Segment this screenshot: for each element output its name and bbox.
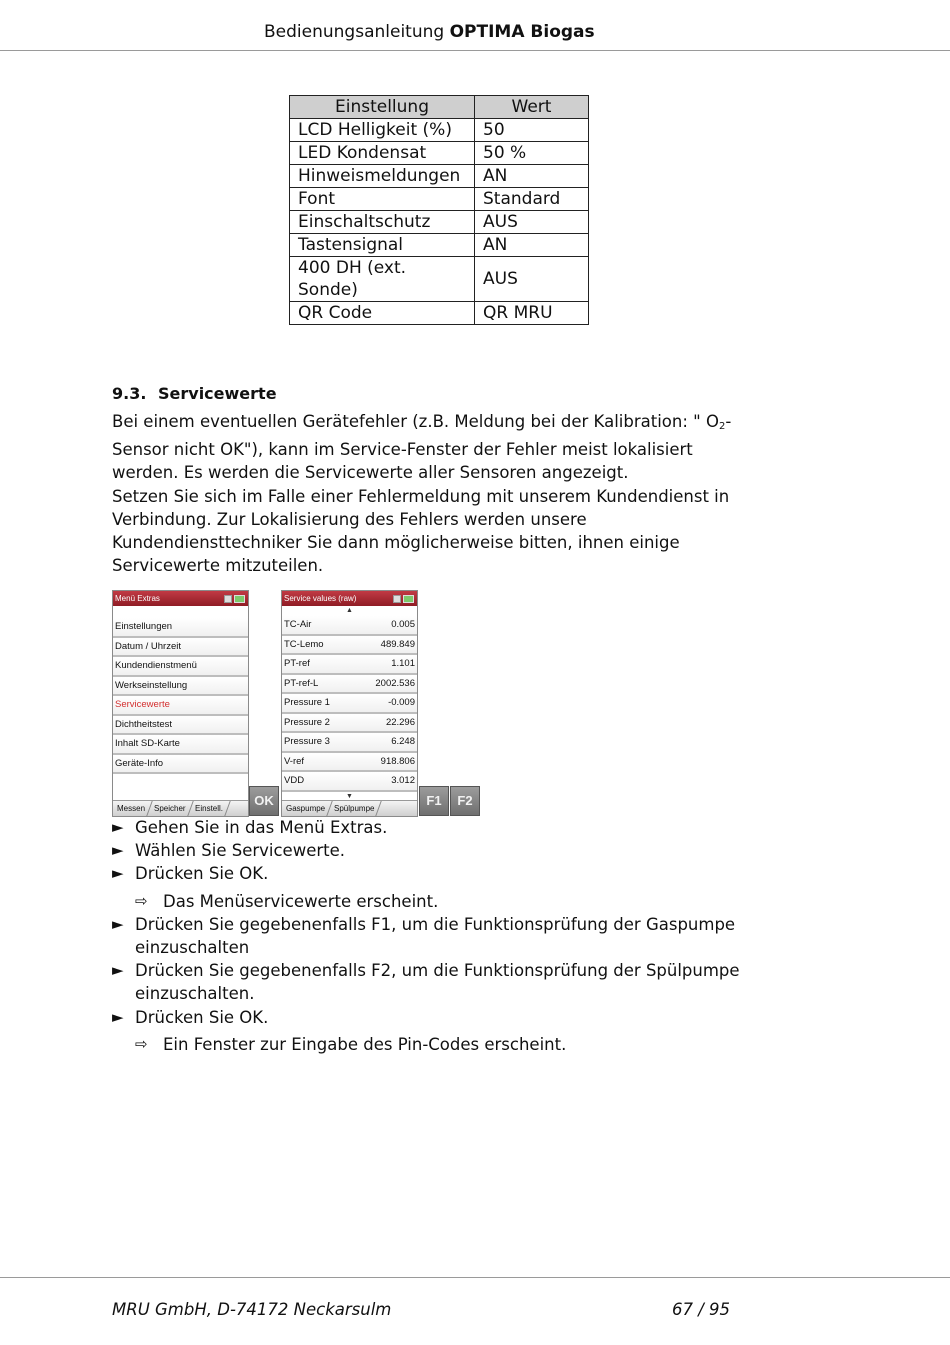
table-row xyxy=(290,119,589,142)
service-value-row xyxy=(282,616,417,636)
step-text: Drücken Sie OK. xyxy=(135,864,269,884)
menu-item[interactable]: Inhalt SD-Karte xyxy=(113,735,248,755)
col-header-setting: Einstellung xyxy=(290,96,475,119)
service-value-label: Pressure 2 xyxy=(284,716,330,728)
menu-item[interactable]: Dichtheitstest xyxy=(113,716,248,736)
service-value-label: TC-Air xyxy=(284,619,312,630)
softkey[interactable]: Spülpumpe xyxy=(327,801,382,816)
step-text: Drücken Sie gegebenenfalls F1, um die Funktionsprüfung der Gaspumpe einzuschalten xyxy=(135,914,736,958)
setting-name: QR Code xyxy=(290,302,475,325)
step-text: Drücken Sie gegebenenfalls F2, um die Funktionsprüfung der Spülpumpe einzuschalten. xyxy=(135,961,740,1004)
menu-item[interactable]: Werkseinstellung xyxy=(113,677,248,697)
battery-icon xyxy=(234,595,245,603)
page-footer xyxy=(0,1277,950,1345)
setting-name: Tastensignal xyxy=(290,234,475,257)
table-header-row xyxy=(290,96,589,119)
setting-value: AUS xyxy=(475,257,589,302)
screen-title-bar xyxy=(113,591,248,606)
header-product: OPTIMA Biogas xyxy=(449,22,595,42)
step-item xyxy=(112,959,752,1005)
service-value-label: PT-ref xyxy=(284,658,310,669)
service-value-row xyxy=(282,675,417,695)
footer-page-number: 67 / 95 xyxy=(672,1300,731,1319)
table-row xyxy=(290,211,589,234)
setting-value: AUS xyxy=(475,211,589,234)
page-header xyxy=(0,0,950,51)
instruction-steps xyxy=(112,816,752,1056)
table-row xyxy=(290,188,589,211)
screen-menu-extras xyxy=(112,590,249,817)
setting-name: 400 DH (ext. Sonde) xyxy=(290,257,475,302)
section-title: Servicewerte xyxy=(158,384,277,403)
section-number: 9.3. xyxy=(112,384,147,403)
service-value-number: 6.248 xyxy=(391,736,415,747)
result-arrow-icon: ⇨ xyxy=(135,891,148,910)
service-value-number: 489.849 xyxy=(380,638,415,650)
table-row xyxy=(290,302,589,325)
service-value-number: 1.101 xyxy=(391,658,415,669)
softkey[interactable]: Gaspumpe xyxy=(281,801,333,816)
service-value-number: 918.806 xyxy=(380,755,415,767)
service-value-row xyxy=(282,714,417,734)
service-value-label: Pressure 1 xyxy=(284,697,330,708)
menu-item[interactable]: Servicewerte xyxy=(113,696,248,716)
f1-key[interactable]: F1 xyxy=(419,786,449,816)
service-value-label: V-ref xyxy=(284,755,305,767)
step-item xyxy=(112,1006,752,1029)
step-triangle-icon: ► xyxy=(112,841,124,860)
header-title: Bedienungsanleitung OPTIMA Biogas xyxy=(264,22,595,42)
paragraph-2: Setzen Sie sich im Falle einer Fehlermeldung mit unserem Kundendienst in Verbindung. Zur Lokalisierung des Fehlers werden unsere Kundendiensttechniker Sie dann möglicherweise bitten, ihnen einige Servicewerte mitzuteilen. xyxy=(112,486,730,576)
result-item xyxy=(135,1033,752,1056)
menu-list xyxy=(113,618,248,774)
softkey[interactable]: Messen xyxy=(112,801,153,816)
service-value-row xyxy=(282,694,417,714)
scroll-up-icon[interactable]: ▲ xyxy=(346,607,353,614)
screen-title-bar xyxy=(282,591,417,606)
table-row xyxy=(290,234,589,257)
step-triangle-icon: ► xyxy=(112,1007,124,1026)
setting-name: LED Kondensat xyxy=(290,142,475,165)
step-triangle-icon: ► xyxy=(112,914,124,933)
service-value-label: PT-ref-L xyxy=(284,677,319,689)
step-text: Das Menüservicewerte erscheint. xyxy=(163,891,439,911)
screen-title: Menü Extras xyxy=(115,594,160,603)
service-value-number: 3.012 xyxy=(391,775,415,786)
table-row xyxy=(290,142,589,165)
section-heading xyxy=(112,384,277,403)
service-value-number: 0.005 xyxy=(391,619,415,630)
step-triangle-icon: ► xyxy=(112,864,124,883)
table-row xyxy=(290,257,589,302)
softkey[interactable]: Speicher xyxy=(147,801,193,816)
col-header-value: Wert xyxy=(475,96,589,119)
step-item xyxy=(112,862,752,885)
setting-name: Einschaltschutz xyxy=(290,211,475,234)
menu-item[interactable]: Einstellungen xyxy=(113,618,248,638)
paragraph-1: Bei einem eventuellen Gerätefehler (z.B. Meldung bei der Kalibration: " $O_2$-Sensor nicht OK"), kann im Service-Fenster der Fehler meist lokalisiert werden. Es werden die Servicewerte aller Sensoren angezeigt. xyxy=(112,412,732,483)
menu-item[interactable]: Geräte-Info xyxy=(113,755,248,775)
setting-name: Hinweismeldungen xyxy=(290,165,475,188)
service-value-row xyxy=(282,636,417,656)
setting-value: AN xyxy=(475,165,589,188)
service-value-number: 22.296 xyxy=(385,716,415,728)
menu-item[interactable]: Kundendienstmenü xyxy=(113,657,248,677)
result-arrow-icon: ⇨ xyxy=(135,1034,148,1053)
ok-key[interactable]: OK xyxy=(249,786,279,816)
step-text: Drücken Sie OK. xyxy=(135,1007,269,1027)
step-item xyxy=(112,839,752,862)
service-value-label: TC-Lemo xyxy=(284,638,324,650)
service-value-number: -0.009 xyxy=(388,697,415,708)
scroll-down-icon[interactable]: ▼ xyxy=(346,792,353,800)
screen-service-values xyxy=(281,590,418,817)
setting-value: Standard xyxy=(475,188,589,211)
service-value-row xyxy=(282,753,417,773)
step-item xyxy=(112,816,752,839)
step-text: Wählen Sie Servicewerte. xyxy=(135,841,345,861)
screen-title: Service values (raw) xyxy=(284,594,357,603)
service-value-row xyxy=(282,772,417,792)
step-triangle-icon: ► xyxy=(112,961,124,980)
battery-icon xyxy=(403,595,414,603)
setting-name: LCD Helligkeit (%) xyxy=(290,119,475,142)
footer-company: MRU GmbH, D-74172 Neckarsulm xyxy=(112,1300,392,1319)
softkey-bar xyxy=(282,800,417,816)
setting-name: Font xyxy=(290,188,475,211)
settings-table xyxy=(289,95,589,325)
service-value-row xyxy=(282,655,417,675)
setting-value: 50 xyxy=(475,119,589,142)
softkey[interactable]: Einstell. xyxy=(188,801,230,816)
setting-value: 50 % xyxy=(475,142,589,165)
section-body xyxy=(112,410,732,577)
setting-value: AN xyxy=(475,234,589,257)
step-text: Gehen Sie in das Menü Extras. xyxy=(135,818,388,837)
service-value-label: VDD xyxy=(284,775,305,786)
setting-value: QR MRU xyxy=(475,302,589,325)
service-values-list xyxy=(282,616,417,792)
service-value-number: 2002.536 xyxy=(375,677,415,689)
softkey-bar xyxy=(113,800,248,816)
result-item xyxy=(135,890,752,913)
step-text: Ein Fenster zur Eingabe des Pin-Codes erscheint. xyxy=(163,1034,567,1054)
sd-card-icon xyxy=(393,595,401,603)
service-value-row xyxy=(282,733,417,753)
step-item xyxy=(112,913,752,959)
service-value-label: Pressure 3 xyxy=(284,736,330,747)
table-row xyxy=(290,165,589,188)
f2-key[interactable]: F2 xyxy=(450,786,480,816)
sd-card-icon xyxy=(224,595,232,603)
menu-item[interactable]: Datum / Uhrzeit xyxy=(113,638,248,658)
step-triangle-icon: ► xyxy=(112,818,124,836)
